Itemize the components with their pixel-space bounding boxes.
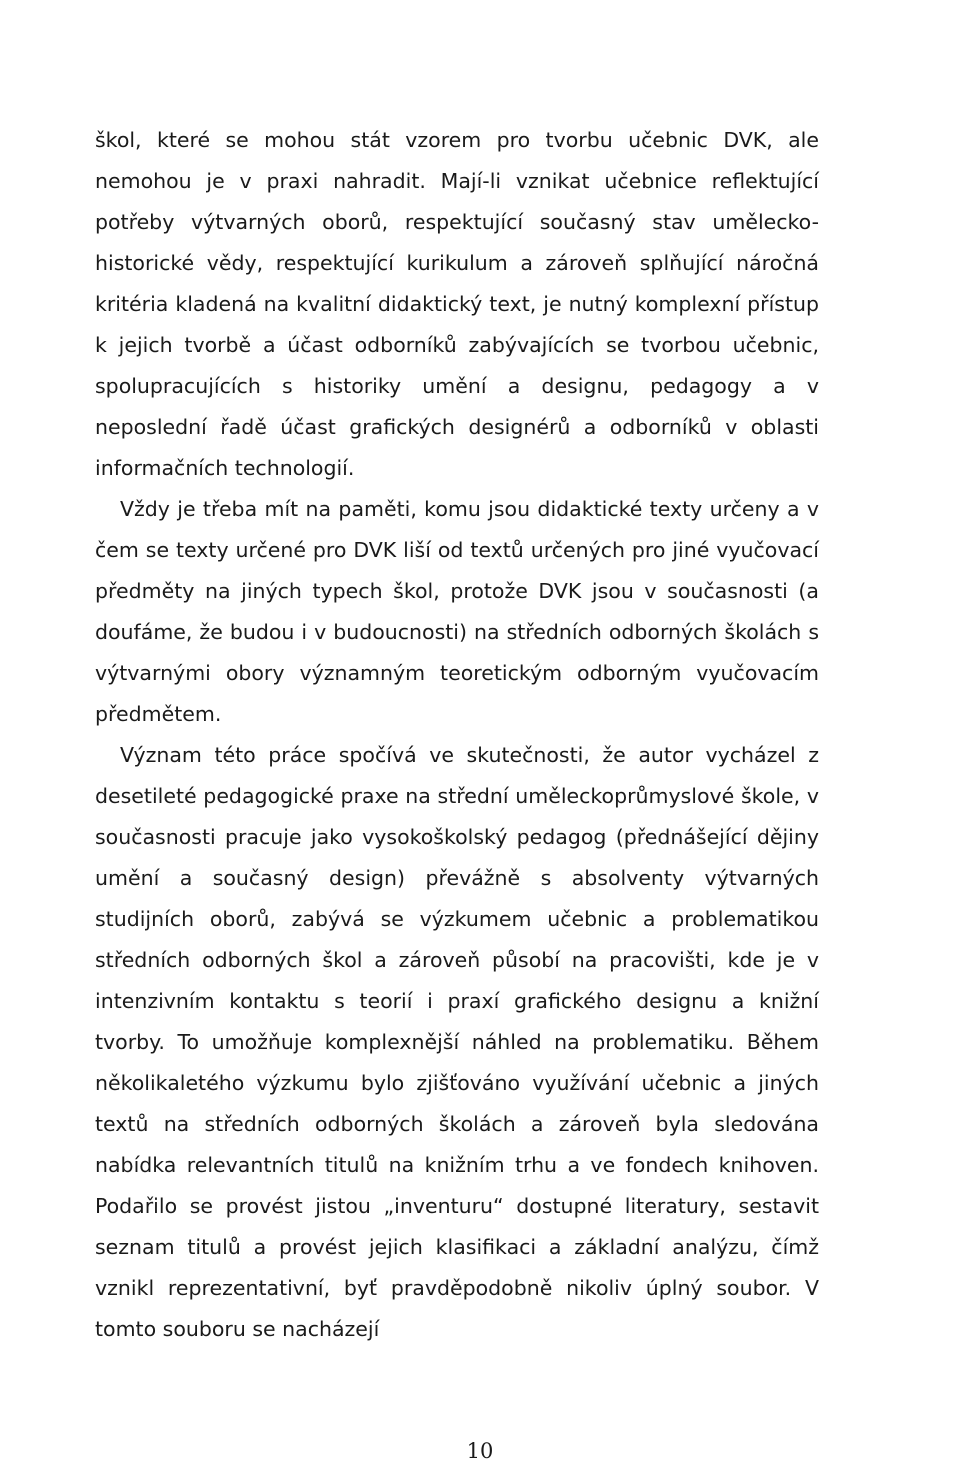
paragraph-1: škol, které se mohou stát vzorem pro tvorbu učebnic DVK, ale nemohou je v praxi nahradit. Mají-li vznikat učebnice reflektující potřeby výtvarných oborů, respektující současný stav umělecko-historické vědy, respektující kurikulum a zároveň splňující náročná kritéria kladená na kvalitní didaktický text, je nutný komplexní přístup k jejich tvorbě a účast odborníků zabývajících se tvorbou učebnic, spolupracujících s historiky umění a designu, pedagogy a v neposlední řadě účast grafických designérů a odborníků v oblasti informačních technologií. bbox=[95, 128, 819, 480]
paragraph-2: Vždy je třeba mít na paměti, komu jsou didaktické texty určeny a v čem se texty určené pro DVK liší od textů určených pro jiné vyučovací předměty na jiných typech škol, protože DVK jsou v současnosti (a doufáme, že budou i v budoucnosti) na středních odborných školách s výtvarnými obory významným teoretickým odborným vyučovacím předmětem. bbox=[95, 497, 819, 726]
body-text bbox=[95, 120, 819, 1350]
paragraph-3: Význam této práce spočívá ve skutečnosti, že autor vycházel z desetileté pedagogické praxe na střední uměleckoprůmyslové škole, v současnosti pracuje jako vysokoškolský pedagog (přednášející dějiny umění a současný design) převážně s absolventy výtvarných studijních oborů, zabývá se výzkumem učebnic a problematikou středních odborných škol a zároveň působí na pracovišti, kde je v intenzivním kontaktu s teorií i praxí grafického designu a knižní tvorby. To umožňuje komplexnější náhled na problematiku. Během několikaletého výzkumu bylo zjišťováno využívání učebnic a jiných textů na středních odborných školách a zároveň byla sledována nabídka relevantních titulů na knižním trhu a ve fondech knihoven. Podařilo se provést jistou „inventuru“ dostupné literatury, sestavit seznam titulů a provést jejich klasifikaci a základní analýzu, čímž vznikl reprezentativní, byť pravděpodobně nikoliv úplný soubor. V tomto souboru se nacházejí bbox=[95, 743, 819, 1341]
page-number: 10 bbox=[466, 1439, 494, 1463]
